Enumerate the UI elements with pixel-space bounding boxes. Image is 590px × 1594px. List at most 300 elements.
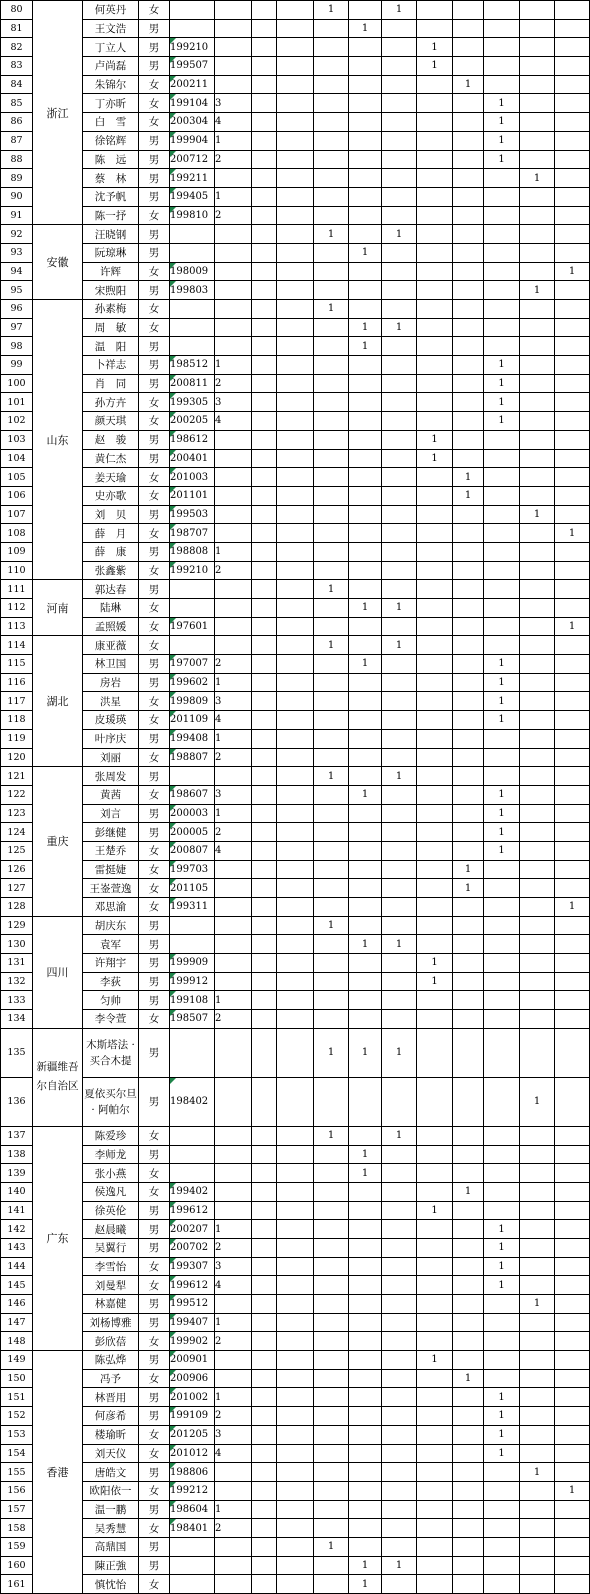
birth-date <box>170 1126 215 1145</box>
flag-cell-2 <box>277 580 314 599</box>
birth-date <box>170 1425 215 1444</box>
flag-cell-8 <box>484 898 520 917</box>
flag-cell-3: 1 <box>314 1537 349 1556</box>
flag-cell-9 <box>520 785 555 804</box>
flag-cell-4 <box>349 412 382 431</box>
birth-date <box>170 1010 215 1029</box>
flag-cell-4 <box>349 94 382 113</box>
gender: 男 <box>139 991 170 1010</box>
birth-date-text: 199305 <box>170 396 209 408</box>
player-name: 陈爱珍 <box>83 1126 139 1145</box>
flag-cell-3 <box>314 823 349 842</box>
flag-cell-4 <box>349 1537 382 1556</box>
row-number: 147 <box>1 1313 33 1332</box>
order-number <box>215 636 252 655</box>
flag-cell-5 <box>382 673 417 692</box>
flag-cell-8: 1 <box>484 412 520 431</box>
player-name: 赵晨曦 <box>83 1220 139 1239</box>
cell-comment-marker-icon <box>170 1220 176 1226</box>
row-number: 124 <box>1 823 33 842</box>
flag-cell-3 <box>314 748 349 767</box>
cell-comment-marker-icon <box>170 1388 176 1394</box>
table-row <box>1 1369 590 1388</box>
player-name: 黄茜 <box>83 785 139 804</box>
player-name: 高鼎国 <box>83 1537 139 1556</box>
table-row <box>1 449 590 468</box>
flag-cell-10 <box>555 113 590 132</box>
flag-cell-3: 1 <box>314 767 349 786</box>
row-number: 143 <box>1 1238 33 1257</box>
row-number: 133 <box>1 991 33 1010</box>
flag-cell-1 <box>252 711 277 730</box>
birth-date <box>170 225 215 244</box>
flag-cell-10 <box>555 169 590 188</box>
flag-cell-5 <box>382 898 417 917</box>
order-number: 4 <box>215 1444 252 1463</box>
flag-cell-10 <box>555 1182 590 1201</box>
row-number: 88 <box>1 150 33 169</box>
flag-cell-5 <box>382 1220 417 1239</box>
flag-cell-10 <box>555 131 590 150</box>
flag-cell-6 <box>417 1575 453 1594</box>
gender: 女 <box>139 1332 170 1351</box>
flag-cell-9 <box>520 1201 555 1220</box>
flag-cell-2 <box>277 916 314 935</box>
birth-date <box>170 262 215 281</box>
birth-date <box>170 131 215 150</box>
flag-cell-6 <box>417 75 453 94</box>
flag-cell-9 <box>520 879 555 898</box>
flag-cell-8: 1 <box>484 804 520 823</box>
province-cell: 重庆 <box>33 767 83 917</box>
birth-date-text: 199407 <box>170 1317 209 1329</box>
birth-date-text: 199408 <box>170 733 209 745</box>
table-row <box>1 1500 590 1519</box>
flag-cell-6 <box>417 374 453 393</box>
table-row <box>1 150 590 169</box>
flag-cell-6: 1 <box>417 449 453 468</box>
order-number: 2 <box>215 655 252 674</box>
flag-cell-4: 1 <box>349 599 382 618</box>
table-row <box>1 1351 590 1370</box>
flag-cell-2 <box>277 1500 314 1519</box>
flag-cell-2 <box>277 991 314 1010</box>
flag-cell-9 <box>520 1010 555 1029</box>
cell-comment-marker-icon <box>170 1314 176 1320</box>
flag-cell-4 <box>349 1313 382 1332</box>
flag-cell-7 <box>453 767 484 786</box>
flag-cell-4 <box>349 1182 382 1201</box>
row-number: 100 <box>1 374 33 393</box>
flag-cell-4 <box>349 1463 382 1482</box>
flag-cell-4: 1 <box>349 785 382 804</box>
flag-cell-6 <box>417 505 453 524</box>
order-number <box>215 1028 252 1077</box>
flag-cell-4 <box>349 1369 382 1388</box>
table-row <box>1 94 590 113</box>
flag-cell-8: 1 <box>484 1276 520 1295</box>
flag-cell-2 <box>277 935 314 954</box>
flag-cell-3: 1 <box>314 636 349 655</box>
table-row <box>1 1295 590 1314</box>
flag-cell-2 <box>277 655 314 674</box>
birth-date <box>170 1407 215 1426</box>
flag-cell-5 <box>382 243 417 262</box>
flag-cell-9 <box>520 1537 555 1556</box>
flag-cell-2 <box>277 1575 314 1594</box>
table-row <box>1 655 590 674</box>
cell-comment-marker-icon <box>170 76 176 82</box>
flag-cell-5 <box>382 1201 417 1220</box>
birth-date-text: 200702 <box>170 1242 209 1254</box>
row-number: 85 <box>1 94 33 113</box>
flag-cell-9 <box>520 580 555 599</box>
player-name: 陳正強 <box>83 1556 139 1575</box>
flag-cell-5 <box>382 150 417 169</box>
flag-cell-2 <box>277 1201 314 1220</box>
order-number <box>215 243 252 262</box>
flag-cell-1 <box>252 356 277 375</box>
order-number <box>215 1164 252 1183</box>
table-row <box>1 673 590 692</box>
flag-cell-8 <box>484 1182 520 1201</box>
flag-cell-8 <box>484 1201 520 1220</box>
table-row <box>1 1077 590 1126</box>
gender: 男 <box>139 1295 170 1314</box>
flag-cell-8: 1 <box>484 692 520 711</box>
row-number: 105 <box>1 468 33 487</box>
flag-cell-10 <box>555 561 590 580</box>
flag-cell-4 <box>349 150 382 169</box>
gender: 女 <box>139 692 170 711</box>
flag-cell-5 <box>382 524 417 543</box>
cell-comment-marker-icon <box>170 207 176 213</box>
gender: 男 <box>139 1077 170 1126</box>
flag-cell-1 <box>252 1556 277 1575</box>
flag-cell-3 <box>314 94 349 113</box>
gender: 女 <box>139 524 170 543</box>
flag-cell-7 <box>453 1238 484 1257</box>
flag-cell-1 <box>252 1500 277 1519</box>
flag-cell-9 <box>520 561 555 580</box>
flag-cell-3 <box>314 1276 349 1295</box>
flag-cell-4 <box>349 1351 382 1370</box>
order-number <box>215 972 252 991</box>
birth-date <box>170 991 215 1010</box>
birth-date <box>170 1220 215 1239</box>
flag-cell-10 <box>555 1276 590 1295</box>
flag-cell-10: 1 <box>555 617 590 636</box>
order-number <box>215 262 252 281</box>
flag-cell-7 <box>453 187 484 206</box>
birth-date-text: 198512 <box>170 359 209 371</box>
flag-cell-3 <box>314 599 349 618</box>
flag-cell-8: 1 <box>484 94 520 113</box>
flag-cell-9 <box>520 1028 555 1077</box>
flag-cell-8 <box>484 636 520 655</box>
flag-cell-10 <box>555 1164 590 1183</box>
flag-cell-3 <box>314 150 349 169</box>
flag-cell-7 <box>453 430 484 449</box>
flag-cell-4 <box>349 1077 382 1126</box>
flag-cell-1 <box>252 1407 277 1426</box>
flag-cell-10 <box>555 57 590 76</box>
birth-date-text: 199912 <box>170 976 209 988</box>
flag-cell-1 <box>252 636 277 655</box>
flag-cell-10 <box>555 673 590 692</box>
cell-comment-marker-icon <box>170 1351 176 1357</box>
order-number: 3 <box>215 1425 252 1444</box>
flag-cell-1 <box>252 505 277 524</box>
flag-cell-9 <box>520 1519 555 1538</box>
flag-cell-2 <box>277 1388 314 1407</box>
birth-date <box>170 150 215 169</box>
gender: 女 <box>139 1164 170 1183</box>
row-number: 149 <box>1 1351 33 1370</box>
flag-cell-9 <box>520 1444 555 1463</box>
player-name: 徐英伦 <box>83 1201 139 1220</box>
flag-cell-5 <box>382 916 417 935</box>
cell-comment-marker-icon <box>170 1183 176 1189</box>
flag-cell-1 <box>252 169 277 188</box>
cell-comment-marker-icon <box>170 1501 176 1507</box>
flag-cell-6 <box>417 711 453 730</box>
flag-cell-8 <box>484 1500 520 1519</box>
birth-date <box>170 748 215 767</box>
birth-date <box>170 169 215 188</box>
order-number <box>215 1575 252 1594</box>
table-row <box>1 1220 590 1239</box>
row-number: 89 <box>1 169 33 188</box>
flag-cell-8 <box>484 879 520 898</box>
flag-cell-8 <box>484 542 520 561</box>
row-number: 125 <box>1 841 33 860</box>
row-number: 161 <box>1 1575 33 1594</box>
birth-date <box>170 1238 215 1257</box>
row-number: 96 <box>1 300 33 319</box>
order-number: 4 <box>215 113 252 132</box>
gender: 女 <box>139 785 170 804</box>
flag-cell-4 <box>349 729 382 748</box>
flag-cell-10 <box>555 841 590 860</box>
flag-cell-5 <box>382 580 417 599</box>
gender: 女 <box>139 636 170 655</box>
flag-cell-9 <box>520 1351 555 1370</box>
flag-cell-6: 1 <box>417 954 453 973</box>
flag-cell-9 <box>520 393 555 412</box>
player-name: 王文浩 <box>83 19 139 38</box>
birth-date <box>170 711 215 730</box>
order-number: 1 <box>215 1500 252 1519</box>
flag-cell-3 <box>314 412 349 431</box>
order-number: 2 <box>215 150 252 169</box>
player-name: 李师龙 <box>83 1145 139 1164</box>
table-row <box>1 57 590 76</box>
player-name: 许翔宇 <box>83 954 139 973</box>
flag-cell-3 <box>314 655 349 674</box>
cell-comment-marker-icon <box>170 692 176 698</box>
flag-cell-8 <box>484 1077 520 1126</box>
flag-cell-5 <box>382 1369 417 1388</box>
order-number <box>215 898 252 917</box>
flag-cell-6 <box>417 1369 453 1388</box>
flag-cell-6 <box>417 767 453 786</box>
flag-cell-8: 1 <box>484 150 520 169</box>
cell-comment-marker-icon <box>170 450 176 456</box>
player-name: 林晋用 <box>83 1388 139 1407</box>
player-name: 侯逸凡 <box>83 1182 139 1201</box>
flag-cell-4: 1 <box>349 1164 382 1183</box>
flag-cell-8 <box>484 19 520 38</box>
flag-cell-5: 1 <box>382 1028 417 1077</box>
flag-cell-8: 1 <box>484 1388 520 1407</box>
row-number: 132 <box>1 972 33 991</box>
player-name: 薛 康 <box>83 542 139 561</box>
gender: 男 <box>139 281 170 300</box>
flag-cell-5 <box>382 1010 417 1029</box>
flag-cell-1 <box>252 1332 277 1351</box>
flag-cell-4 <box>349 1201 382 1220</box>
flag-cell-5: 1 <box>382 1556 417 1575</box>
birth-date-text: 198507 <box>170 1013 209 1025</box>
flag-cell-4 <box>349 1388 382 1407</box>
flag-cell-8 <box>484 300 520 319</box>
player-name: 欧阳依一 <box>83 1481 139 1500</box>
province-cell: 广东 <box>33 1126 83 1350</box>
row-number: 86 <box>1 113 33 132</box>
birth-date-text: 200811 <box>170 378 209 390</box>
flag-cell-9 <box>520 57 555 76</box>
flag-cell-5 <box>382 1145 417 1164</box>
flag-cell-5 <box>382 785 417 804</box>
cell-comment-marker-icon <box>170 1078 176 1084</box>
gender: 女 <box>139 1182 170 1201</box>
flag-cell-4 <box>349 673 382 692</box>
player-name: 彭继健 <box>83 823 139 842</box>
table-row <box>1 954 590 973</box>
gender: 女 <box>139 1 170 20</box>
flag-cell-3 <box>314 785 349 804</box>
flag-cell-9 <box>520 1369 555 1388</box>
flag-cell-10 <box>555 337 590 356</box>
gender: 男 <box>139 1463 170 1482</box>
flag-cell-9 <box>520 524 555 543</box>
flag-cell-6 <box>417 1220 453 1239</box>
row-number: 135 <box>1 1028 33 1077</box>
table-row <box>1 1407 590 1426</box>
province-cell: 浙江 <box>33 1 83 225</box>
flag-cell-5 <box>382 131 417 150</box>
flag-cell-5 <box>382 206 417 225</box>
flag-cell-10 <box>555 991 590 1010</box>
flag-cell-3 <box>314 692 349 711</box>
player-name: 陆琳 <box>83 599 139 618</box>
flag-cell-6 <box>417 580 453 599</box>
flag-cell-8: 1 <box>484 1257 520 1276</box>
gender: 男 <box>139 580 170 599</box>
flag-cell-7 <box>453 1 484 20</box>
birth-date <box>170 1369 215 1388</box>
birth-date <box>170 954 215 973</box>
flag-cell-3 <box>314 1519 349 1538</box>
flag-cell-7: 1 <box>453 860 484 879</box>
flag-cell-5 <box>382 1537 417 1556</box>
birth-date <box>170 468 215 487</box>
player-name: 丁亦昕 <box>83 94 139 113</box>
flag-cell-6 <box>417 486 453 505</box>
flag-cell-1 <box>252 898 277 917</box>
player-name: 卢尚磊 <box>83 57 139 76</box>
flag-cell-6 <box>417 561 453 580</box>
flag-cell-8 <box>484 991 520 1010</box>
flag-cell-3 <box>314 1164 349 1183</box>
birth-date <box>170 430 215 449</box>
flag-cell-6 <box>417 94 453 113</box>
flag-cell-10 <box>555 1010 590 1029</box>
flag-cell-8: 1 <box>484 673 520 692</box>
birth-date-text: 199612 <box>170 1279 209 1291</box>
flag-cell-1 <box>252 935 277 954</box>
birth-date-text: 200906 <box>170 1373 209 1385</box>
flag-cell-4 <box>349 1126 382 1145</box>
flag-cell-4: 1 <box>349 1145 382 1164</box>
row-number: 87 <box>1 131 33 150</box>
birth-date-text: 200211 <box>170 79 209 91</box>
player-name: 彭欣蓓 <box>83 1332 139 1351</box>
flag-cell-5 <box>382 1351 417 1370</box>
flag-cell-10 <box>555 300 590 319</box>
flag-cell-6: 1 <box>417 1351 453 1370</box>
flag-cell-3 <box>314 187 349 206</box>
table-row <box>1 169 590 188</box>
birth-date-text: 198807 <box>170 751 209 763</box>
cell-comment-marker-icon <box>170 487 176 493</box>
flag-cell-8: 1 <box>484 393 520 412</box>
birth-date <box>170 1028 215 1077</box>
flag-cell-5 <box>382 356 417 375</box>
flag-cell-9 <box>520 1388 555 1407</box>
flag-cell-6 <box>417 412 453 431</box>
birth-date <box>170 599 215 618</box>
row-number: 129 <box>1 916 33 935</box>
flag-cell-1 <box>252 692 277 711</box>
order-number <box>215 879 252 898</box>
flag-cell-2 <box>277 150 314 169</box>
cell-comment-marker-icon <box>170 1258 176 1264</box>
flag-cell-7: 1 <box>453 1369 484 1388</box>
flag-cell-3 <box>314 617 349 636</box>
flag-cell-10 <box>555 1388 590 1407</box>
flag-cell-2 <box>277 1010 314 1029</box>
player-name: 朱锦尔 <box>83 75 139 94</box>
flag-cell-9 <box>520 1164 555 1183</box>
flag-cell-1 <box>252 1201 277 1220</box>
flag-cell-7 <box>453 1556 484 1575</box>
flag-cell-8 <box>484 1 520 20</box>
order-number <box>215 1369 252 1388</box>
gender: 女 <box>139 262 170 281</box>
player-name: 赵 骏 <box>83 430 139 449</box>
flag-cell-2 <box>277 1257 314 1276</box>
flag-cell-3 <box>314 860 349 879</box>
row-number: 140 <box>1 1182 33 1201</box>
flag-cell-10 <box>555 19 590 38</box>
birth-date-text: 199212 <box>170 1485 209 1497</box>
gender: 女 <box>139 748 170 767</box>
flag-cell-9 <box>520 692 555 711</box>
flag-cell-2 <box>277 1556 314 1575</box>
player-name: 冯予 <box>83 1369 139 1388</box>
